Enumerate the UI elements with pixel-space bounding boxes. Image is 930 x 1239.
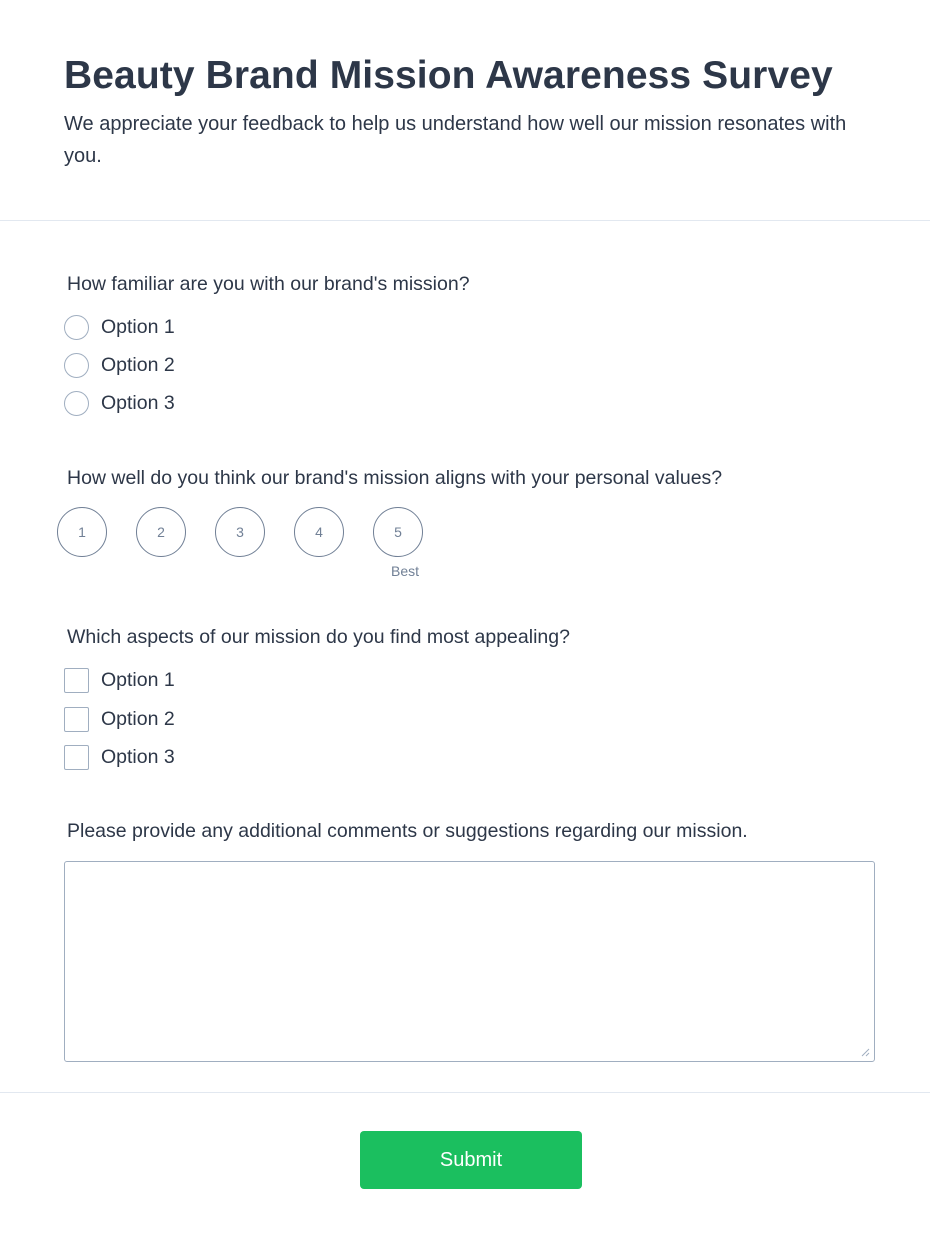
question-values-alignment: How well do you think our brand's mission aligns with your personal values? (67, 467, 723, 489)
radio-option-2[interactable] (64, 352, 175, 378)
checkbox-option-label: Option 2 (101, 707, 175, 730)
radio-option-3[interactable] (64, 390, 175, 416)
checkbox-option-3[interactable] (64, 744, 175, 770)
checkbox[interactable] (64, 745, 89, 770)
question-appealing-aspects: Which aspects of our mission do you find most appealing? (67, 626, 570, 648)
radio-button[interactable] (64, 391, 89, 416)
rating-button-1[interactable]: 1 (57, 507, 107, 557)
submit-button[interactable]: Submit (360, 1131, 582, 1189)
rating-button-4[interactable]: 4 (294, 507, 344, 557)
comments-textarea[interactable] (64, 861, 875, 1062)
radio-option-label: Option 1 (101, 315, 175, 338)
radio-option-label: Option 2 (101, 353, 175, 376)
rating-button-2[interactable]: 2 (136, 507, 186, 557)
radio-option-label: Option 3 (101, 391, 175, 414)
checkbox-option-1[interactable] (64, 667, 175, 693)
radio-option-1[interactable] (64, 314, 175, 340)
survey-header (0, 0, 930, 221)
page-subtitle: We appreciate your feedback to help us understand how well our mission resonates with you. (64, 113, 847, 167)
resize-grip-icon[interactable] (861, 1048, 870, 1057)
rating-button-3[interactable]: 3 (215, 507, 265, 557)
radio-button[interactable] (64, 353, 89, 378)
page-title: Beauty Brand Mission Awareness Survey (64, 54, 833, 97)
checkbox[interactable] (64, 707, 89, 732)
rating-button-5[interactable]: 5 (373, 507, 423, 557)
radio-button[interactable] (64, 315, 89, 340)
checkbox[interactable] (64, 668, 89, 693)
question-additional-comments: Please provide any additional comments or suggestions regarding our mission. (67, 820, 748, 842)
checkbox-option-2[interactable] (64, 706, 175, 732)
question-familiarity: How familiar are you with our brand's mission? (67, 273, 470, 295)
checkbox-option-label: Option 1 (101, 668, 175, 691)
footer-divider (0, 1092, 930, 1093)
rating-best-label: Best (391, 563, 420, 579)
checkbox-option-label: Option 3 (101, 745, 175, 768)
